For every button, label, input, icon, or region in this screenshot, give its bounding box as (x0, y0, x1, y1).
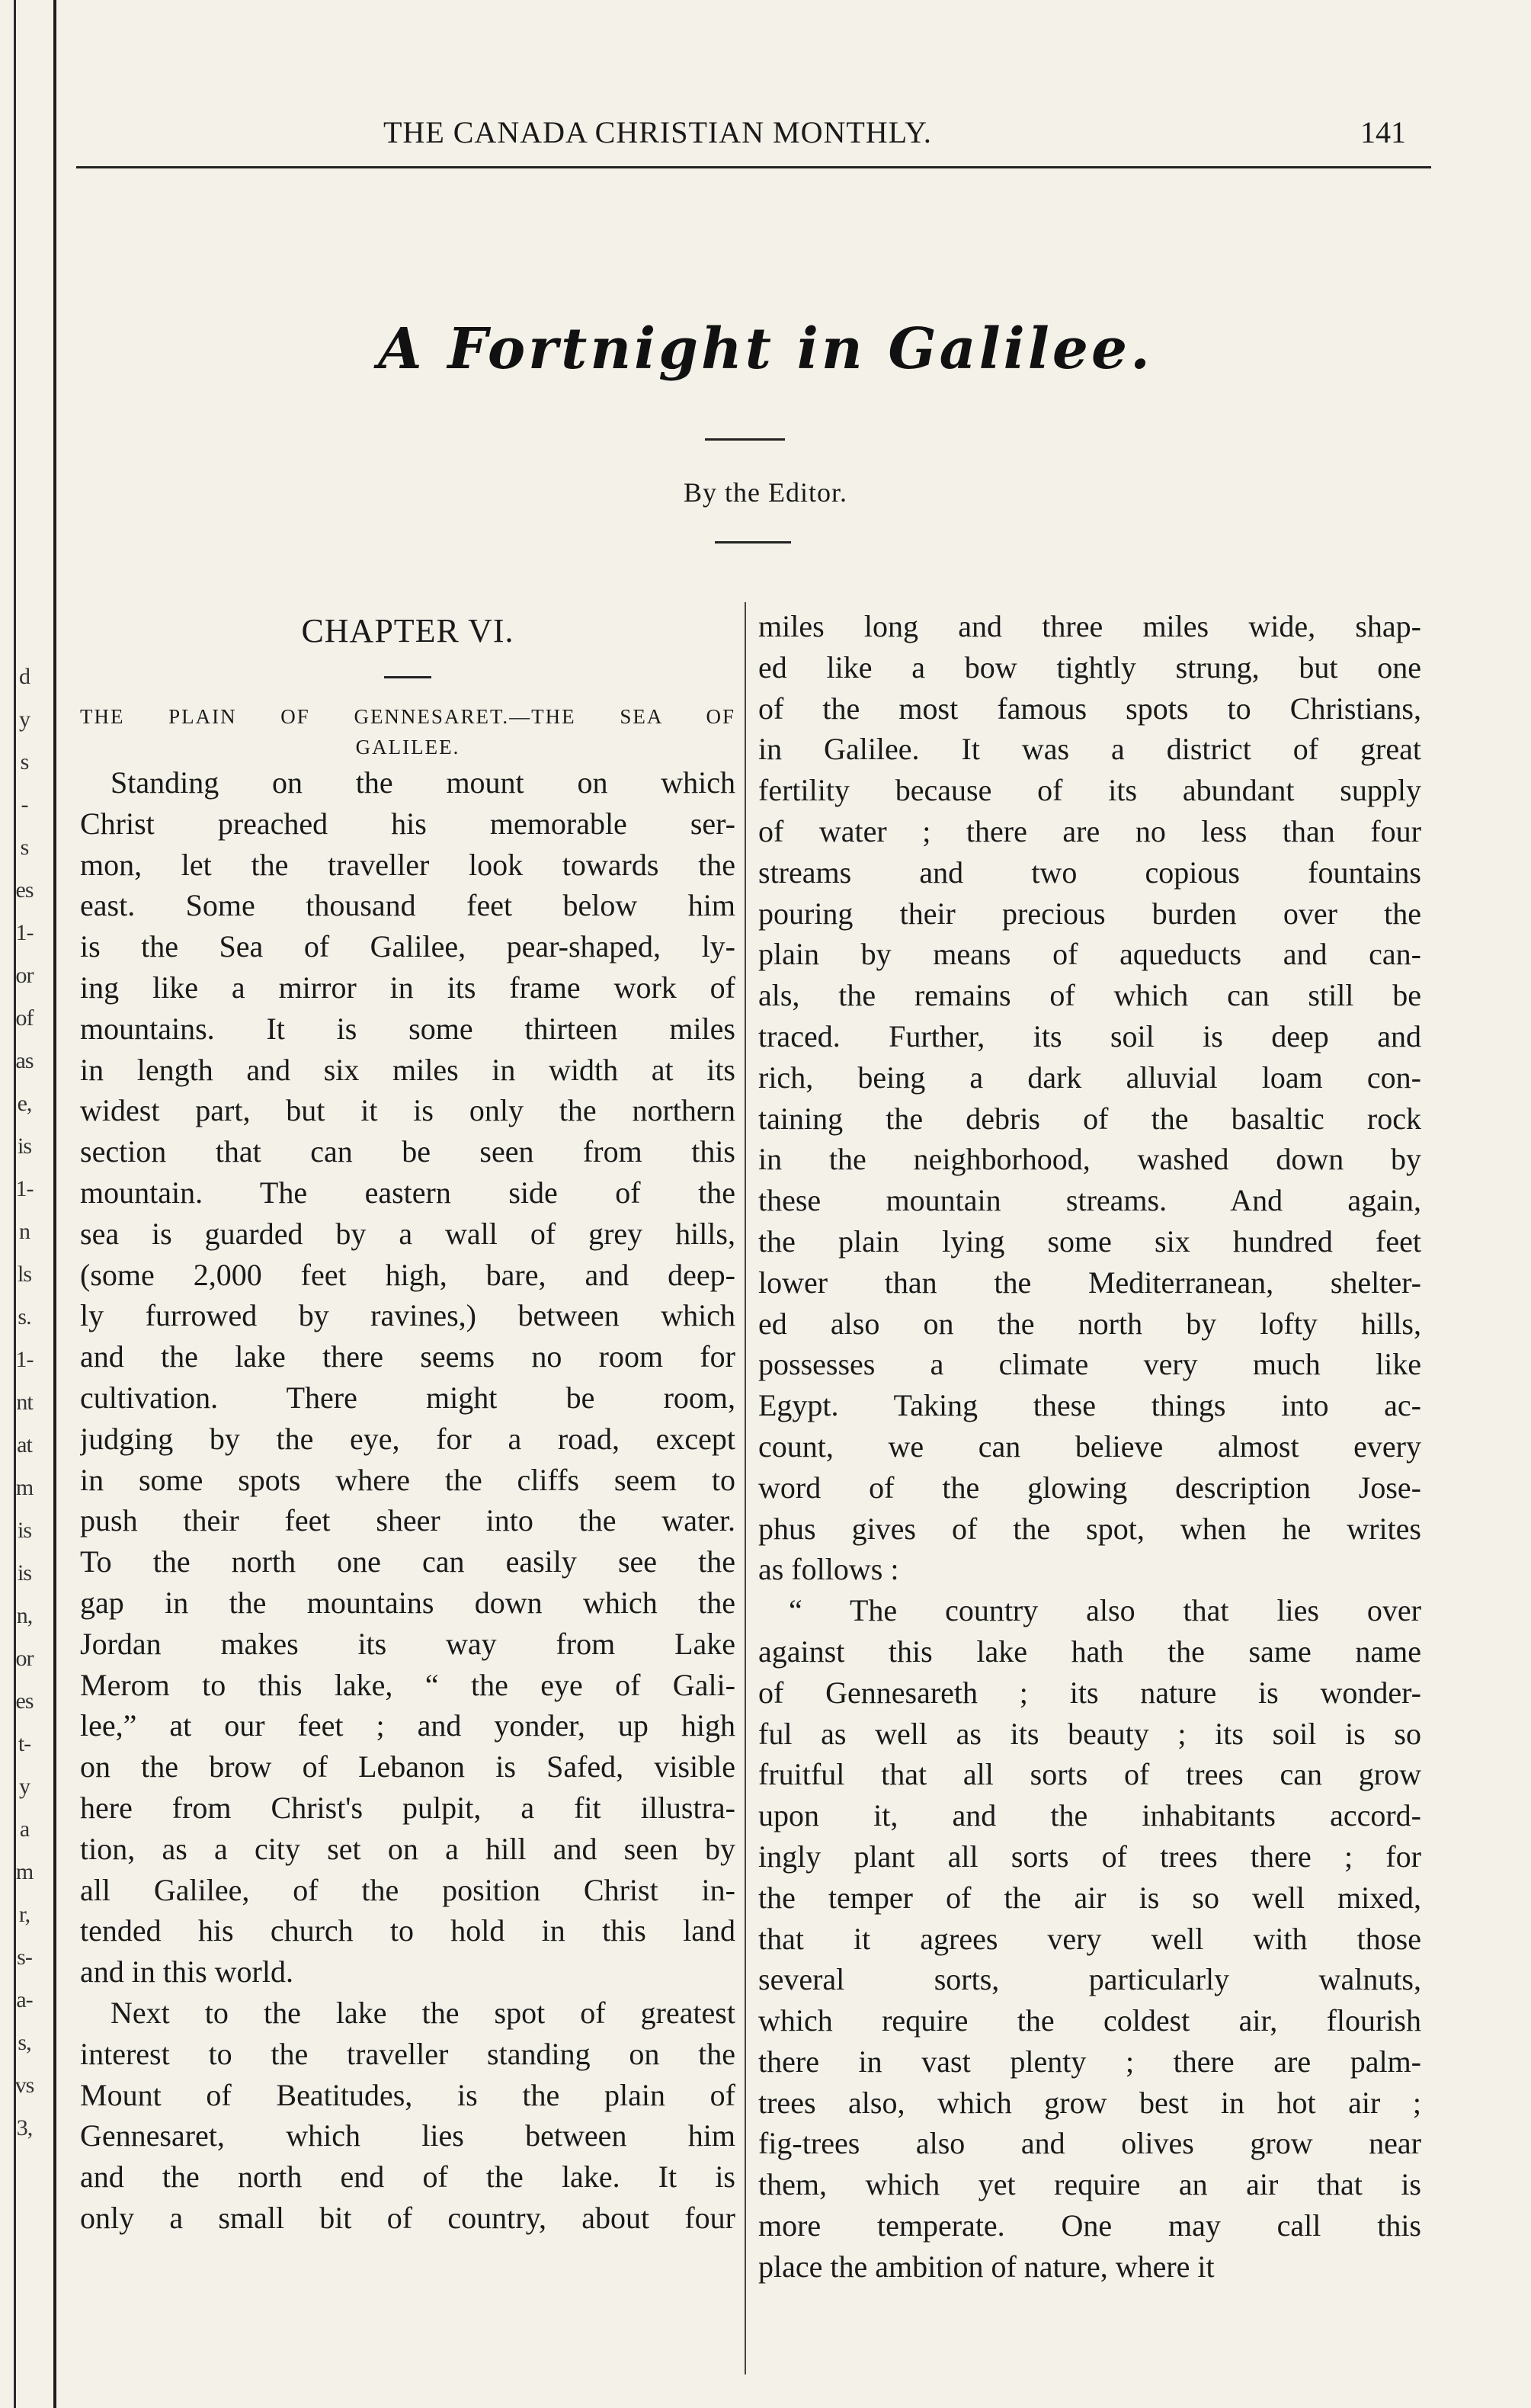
bleed-fragment: es (15, 877, 34, 903)
text-line: widest part, but it is only the northern (80, 1093, 735, 1128)
text-line: mountain. The eastern side of the (80, 1175, 735, 1210)
text-line: Gennesaret, which lies between him (80, 2118, 735, 2153)
text-line: that it agrees very well with those (758, 1921, 1421, 1956)
text-line: Next to the lake the spot of greatest (111, 1995, 735, 2030)
text-line: in Galilee. It was a district of great (758, 732, 1421, 767)
text-line: the temper of the air is so well mixed, (758, 1880, 1421, 1915)
page-number: 141 (1360, 115, 1406, 149)
text-line: taining the debris of the basaltic rock (758, 1101, 1421, 1136)
text-line: trees also, which grow best in hot air ; (758, 2085, 1421, 2120)
text-line: push their feet sheer into the water. (80, 1503, 735, 1538)
text-line: ingly plant all sorts of trees there ; for (758, 1839, 1421, 1874)
bleed-fragment: 1- (15, 920, 34, 945)
bleed-fragment: or (15, 1646, 34, 1671)
bleed-fragment: n, (16, 1603, 33, 1628)
chapter-heading: CHAPTER VI. (301, 612, 514, 649)
text-line: all Galilee, of the position Christ in- (80, 1872, 735, 1907)
text-line: against this lake hath the same name (758, 1634, 1421, 1669)
bleed-fragment: s (20, 835, 29, 860)
bleed-fragment: n (19, 1219, 30, 1244)
text-line: (some 2,000 feet high, bare, and deep- (80, 1257, 735, 1292)
text-line: possesses a climate very much like (758, 1347, 1421, 1382)
text-line: Standing on the mount on which (111, 765, 735, 800)
text-line: there in vast plenty ; there are palm- (758, 2044, 1421, 2079)
bleed-fragment: - (21, 792, 28, 817)
bleed-fragment: d (19, 664, 30, 689)
text-line: fertility because of its abundant supply (758, 773, 1421, 808)
text-line: phus gives of the spot, when he writes (758, 1511, 1421, 1546)
text-line: only a small bit of country, about four (80, 2200, 735, 2235)
right-column-body (758, 606, 1421, 2288)
bleed-fragment: y (19, 1774, 30, 1799)
text-line: gap in the mountains down which the (80, 1585, 735, 1620)
text-line: several sorts, particularly walnuts, (758, 1962, 1421, 1997)
text-line: in length and six miles in width at its (80, 1052, 735, 1087)
column-divider (745, 602, 746, 2374)
text-line: als, the remains of which can still be (758, 978, 1421, 1013)
text-line: ed like a bow tightly strung, but one (758, 649, 1421, 685)
text-line: section that can be seen from this (80, 1134, 735, 1169)
text-line: east. Some thousand feet below him (80, 888, 735, 923)
text-line: interest to the traveller standing on the (80, 2036, 735, 2071)
running-head: THE CANADA CHRISTIAN MONTHLY. (383, 115, 932, 149)
section-title: GALILEE. (355, 736, 460, 758)
text-line: on the brow of Lebanon is Safed, visible (80, 1749, 735, 1784)
text-line: more temperate. One may call this (758, 2208, 1421, 2243)
bleed-fragment: a (19, 1816, 30, 1842)
bleed-fragment: of (15, 1005, 34, 1031)
text-line: fig-trees also and olives grow near (758, 2126, 1421, 2161)
bleed-fragment: is (17, 1560, 31, 1586)
title-rule (705, 438, 785, 441)
text-line: traced. Further, its soil is deep and (758, 1018, 1421, 1053)
text-line: sea is guarded by a wall of grey hills, (80, 1216, 735, 1251)
text-line: cultivation. There might be room, (80, 1380, 735, 1415)
text-line: judging by the eye, for a road, except (80, 1421, 735, 1456)
text-line: in some spots where the cliffs seem to (80, 1462, 735, 1497)
bleed-fragment: s. (18, 1304, 31, 1329)
text-line: ly furrowed by ravines,) between which (80, 1298, 735, 1333)
text-line: in the neighborhood, washed down by (758, 1142, 1421, 1177)
text-line: Mount of Beatitudes, is the plain of (80, 2077, 735, 2112)
text-line: Christ preached his memorable ser- (80, 806, 735, 841)
text-line: of water ; there are no less than four (758, 813, 1421, 848)
text-line: ed also on the north by lofty hills, (758, 1306, 1421, 1341)
text-line: Merom to this lake, “ the eye of Gali- (80, 1667, 735, 1702)
bleed-fragment: ls (17, 1262, 31, 1287)
byline: By the Editor. (684, 477, 847, 508)
chapter-rule (384, 676, 431, 678)
text-line: “ The country also that lies over (789, 1593, 1421, 1628)
bleed-fragment: at (17, 1432, 32, 1457)
text-line: place the ambition of nature, where it (758, 2249, 1215, 2284)
text-line: the plain lying some six hundred feet (758, 1223, 1421, 1259)
text-line: fruitful that all sorts of trees can grow (758, 1757, 1421, 1792)
bleed-fragment: r, (18, 1902, 30, 1927)
text-line: plain by means of aqueducts and can- (758, 937, 1421, 972)
section-title: THE PLAIN OF GENNESARET.—THE SEA OF (80, 705, 735, 728)
bleed-fragment: m (15, 1859, 34, 1884)
bleed-fragment: s (20, 749, 29, 774)
bleed-fragment: is (17, 1518, 31, 1543)
text-line: as follows : (758, 1552, 899, 1587)
bleed-fragment: 1- (15, 1176, 34, 1201)
text-line: tended his church to hold in this land (80, 1913, 735, 1948)
bleed-fragment: s, (18, 2030, 31, 2055)
previous-page-bleed (2, 656, 47, 2150)
text-line: of the most famous spots to Christians, (758, 691, 1421, 726)
text-line: mon, let the traveller look towards the (80, 847, 735, 882)
bleed-fragment: a- (16, 1987, 33, 2012)
text-line: lower than the Mediterranean, shelter- (758, 1265, 1421, 1300)
bleed-fragment: m (15, 1475, 34, 1500)
text-line: and in this world. (80, 1954, 293, 1990)
right-column (758, 606, 1421, 2288)
byline-rule (715, 541, 791, 543)
text-line: these mountain streams. And again, (758, 1183, 1421, 1218)
text-line: them, which yet require an air that is (758, 2167, 1421, 2202)
text-line: is the Sea of Galilee, pear-shaped, ly- (80, 929, 735, 964)
bleed-fragment: or (15, 963, 34, 988)
header-rule (76, 166, 1431, 168)
text-line: upon it, and the inhabitants accord- (758, 1798, 1421, 1833)
bleed-fragment: s- (17, 1945, 32, 1970)
bleed-fragment: nt (16, 1390, 33, 1415)
text-line: and the lake there seems no room for (80, 1339, 735, 1374)
text-line: and the north end of the lake. It is (80, 2160, 735, 2195)
article-title: A Fortnight in Galilee. (378, 316, 1153, 382)
text-line: of Gennesareth ; its nature is wonder- (758, 1675, 1421, 1710)
text-line: Jordan makes its way from Lake (80, 1626, 735, 1661)
bleed-fragment: es (15, 1688, 34, 1714)
text-line: To the north one can easily see the (80, 1544, 735, 1579)
text-line: miles long and three miles wide, shap- (758, 609, 1421, 643)
text-line: word of the glowing description Jose- (758, 1470, 1421, 1505)
text-line: ful as well as its beauty ; its soil is so (758, 1716, 1421, 1751)
text-line: streams and two copious fountains (758, 855, 1421, 890)
bleed-fragment: as (15, 1048, 34, 1073)
bleed-fragment: y (19, 707, 30, 732)
text-line: pouring their precious burden over the (758, 896, 1421, 931)
left-column-body (80, 762, 735, 2239)
bleed-fragment: 3, (16, 2115, 33, 2140)
bleed-fragment: vs (14, 2073, 34, 2098)
text-line: which require the coldest air, flourish (758, 2003, 1421, 2038)
bleed-fragment: 1- (15, 1347, 34, 1372)
text-line: count, we can believe almost every (758, 1428, 1421, 1464)
text-line: rich, being a dark alluvial loam con- (758, 1060, 1421, 1095)
text-line: mountains. It is some thirteen miles (80, 1011, 735, 1046)
text-line: here from Christ's pulpit, a fit illustra- (80, 1790, 735, 1825)
text-line: tion, as a city set on a hill and seen by (80, 1831, 735, 1866)
left-column (80, 606, 735, 2239)
text-line: lee,” at our feet ; and yonder, up high (80, 1708, 735, 1743)
bleed-fragment: is (17, 1133, 31, 1159)
bleed-fragment: t- (18, 1731, 31, 1756)
text-line: Egypt. Taking these things into ac- (758, 1388, 1421, 1423)
bleed-fragment: e, (17, 1091, 32, 1116)
text-line: ing like a mirror in its frame work of (80, 970, 735, 1005)
